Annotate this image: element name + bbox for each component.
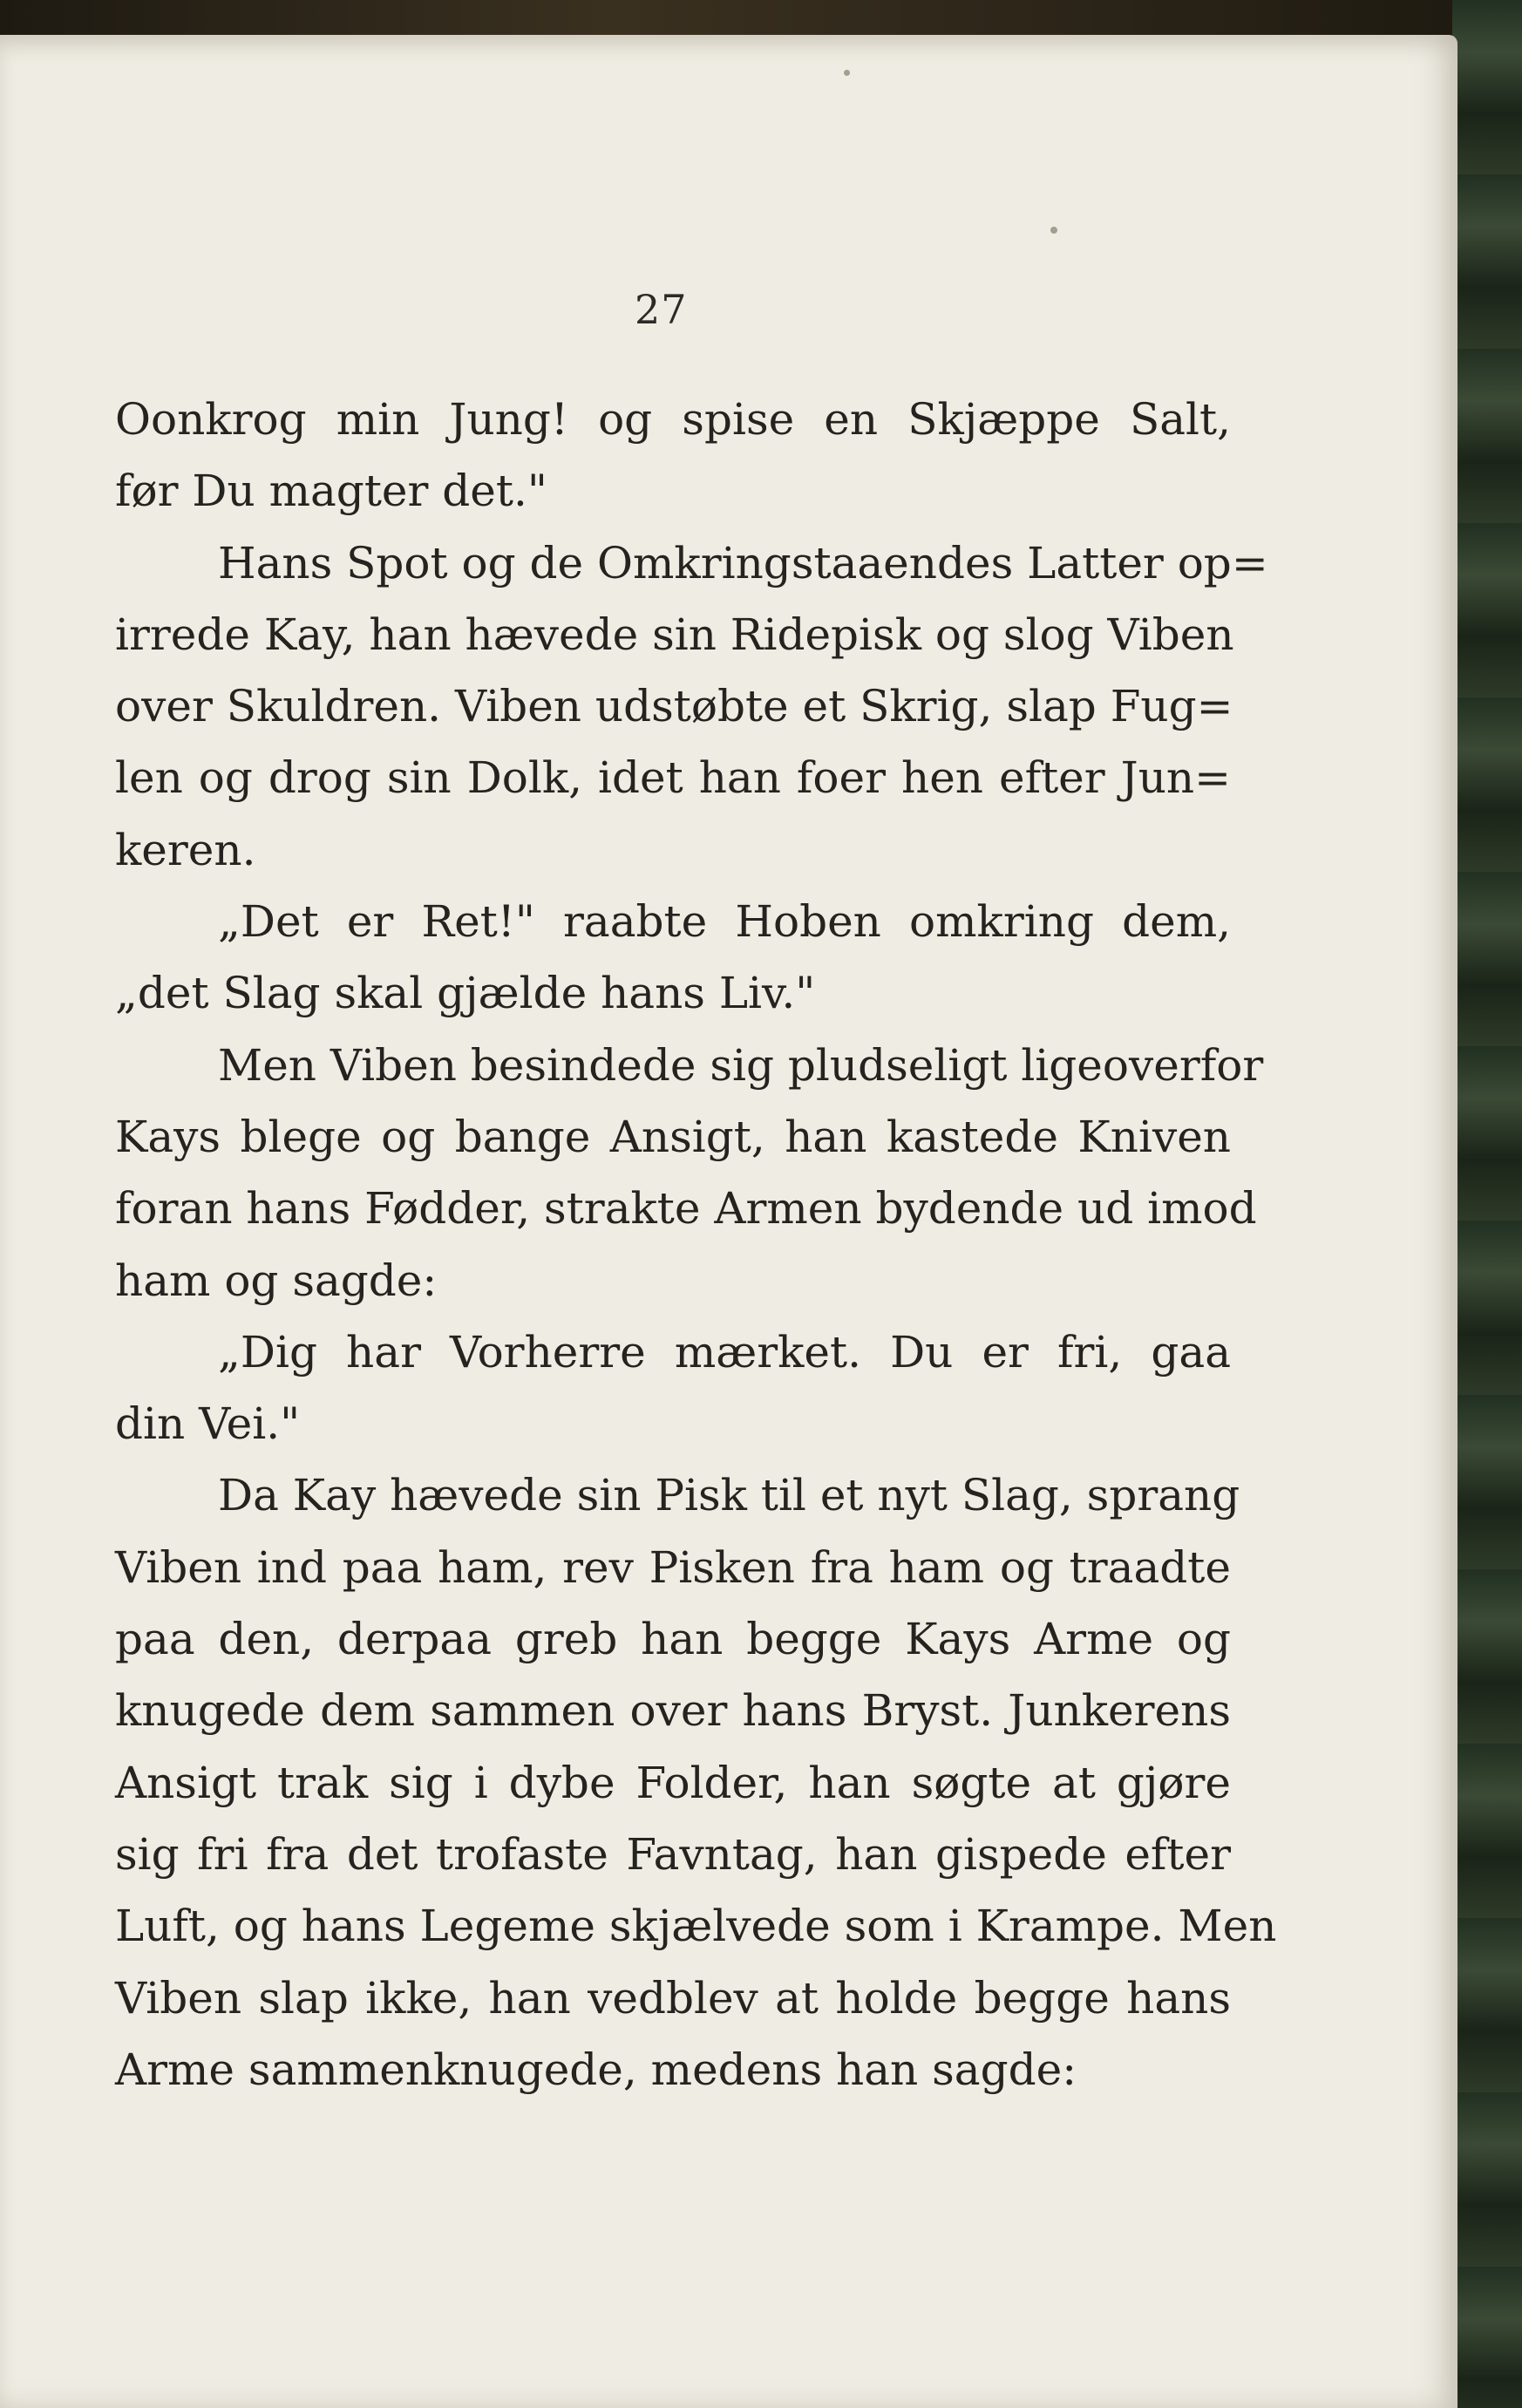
text-line: „Det er Ret!" raabte Hoben omkring dem, bbox=[218, 896, 1231, 948]
text-line: „det Slag skal gjælde hans Liv." bbox=[115, 968, 816, 1019]
text-line: Arme sammenknugede, medens han sagde: bbox=[115, 2044, 1077, 2095]
text-line: irrede Kay, han hævede sin Ridepisk og slog Viben bbox=[115, 609, 1234, 660]
text-line: din Vei." bbox=[115, 1398, 301, 1450]
text-line: Oonkrog min Jung! og spise en Skjæppe Salt, bbox=[115, 394, 1231, 445]
text-line: over Skuldren. Viben udstøbte et Skrig, slap Fug= bbox=[115, 681, 1233, 732]
text-line: Viben slap ikke, han vedblev at holde begge hans bbox=[115, 1972, 1231, 2024]
book-page bbox=[0, 35, 1457, 2408]
text-line: len og drog sin Dolk, idet han foer hen efter Jun= bbox=[115, 752, 1231, 804]
text-line: Hans Spot og de Omkringstaaendes Latter op= bbox=[218, 537, 1268, 588]
text-line: keren. bbox=[115, 824, 256, 875]
text-line: Ansigt trak sig i dybe Folder, han søgte at gjøre bbox=[115, 1757, 1231, 1808]
text-line: paa den, derpaa greb han begge Kays Arme og bbox=[115, 1614, 1231, 1665]
text-line: Kays blege og bange Ansigt, han kastede Kniven bbox=[115, 1111, 1231, 1162]
ink-speck bbox=[844, 70, 850, 76]
text-line: Da Kay hævede sin Pisk til et nyt Slag, sprang bbox=[218, 1470, 1240, 1521]
text-line: knugede dem sammen over hans Bryst. Junkerens bbox=[115, 1685, 1231, 1737]
text-line: sig fri fra det trofaste Favntag, han gispede efter bbox=[115, 1828, 1231, 1880]
body-text bbox=[115, 384, 1277, 2105]
text-line: „Dig har Vorherre mærket. Du er fri, gaa bbox=[218, 1326, 1231, 1377]
text-line: før Du magter det." bbox=[115, 466, 547, 517]
book-spine-edge bbox=[1452, 0, 1522, 2408]
text-line: ham og sagde: bbox=[115, 1255, 438, 1306]
ink-speck bbox=[1050, 227, 1057, 234]
text-line: Viben ind paa ham, rev Pisken fra ham og traadte bbox=[115, 1541, 1231, 1593]
text-line: foran hans Fødder, strakte Armen bydende ud imod bbox=[115, 1183, 1257, 1235]
page-number: 27 bbox=[635, 286, 688, 333]
text-line: Men Viben besindede sig pludseligt ligeoverfor bbox=[218, 1039, 1264, 1091]
text-line: Luft, og hans Legeme skjælvede som i Krampe. Men bbox=[115, 1901, 1277, 1952]
